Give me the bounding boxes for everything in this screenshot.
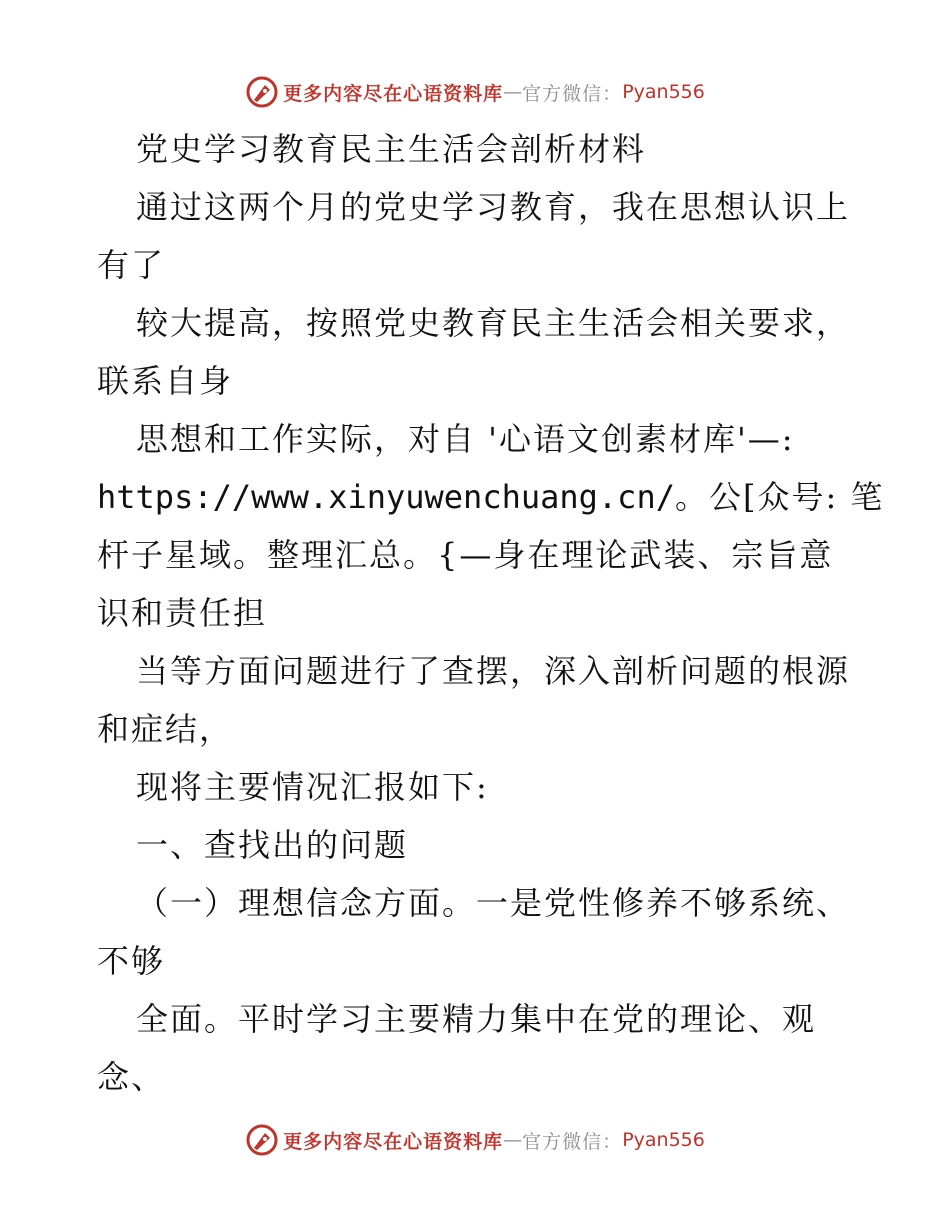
banner-dash: — [503,81,523,103]
document-title: 党史学习教育民主生活会剖析材料 [136,130,647,168]
document-body [97,120,885,1106]
pen-nib-seal-icon [245,1123,279,1157]
pen-nib-seal-icon [245,75,279,109]
paragraph-line: 和症结， [97,710,234,748]
section-heading: 一、查找出的问题 [136,826,409,864]
banner-wechat-id: Pyan556 [622,1129,705,1151]
subsection-line: （一）理想信念方面。一是党性修养不够系统、 [136,884,851,922]
paragraph-line: 较大提高，按照党史教育民主生活会相关要求， [136,304,851,342]
paragraph-line-url [97,468,885,526]
footer-banner [0,1120,950,1160]
paragraph-line: 识和责任担 [97,594,268,632]
paragraph-line: 有了 [97,246,166,284]
header-banner [0,72,950,112]
url-text: https://www.xinyuwenchuang.cn/ [97,478,675,516]
paragraph-line: 通过这两个月的党史学习教育，我在思想认识上 [136,188,851,226]
paragraph-line: 念、 [97,1058,166,1096]
paragraph-line: 杆子星域。整理汇总。{—身在理论武装、宗旨意 [97,536,834,574]
banner-dash: — [503,1129,523,1151]
paragraph-line: 联系自身 [97,362,234,400]
paragraph-line: 思想和工作实际，对自 '心语文创素材库'—: [136,420,795,458]
paragraph-line: 不够 [97,942,166,980]
banner-site-text: 更多内容尽在心语资料库 [283,82,504,105]
paragraph-line: 当等方面问题进行了查摆，深入剖析问题的根源 [136,652,851,690]
banner-site-text: 更多内容尽在心语资料库 [283,1130,504,1153]
paragraph-line: 现将主要情况汇报如下: [136,768,489,806]
paragraph-line: 全面。平时学习主要精力集中在党的理论、观 [136,1000,817,1038]
banner-wechat-id: Pyan556 [622,81,705,103]
url-suffix-text: 。公[众号: 笔 [674,478,885,516]
banner-wechat-label: 官方微信： [522,82,623,105]
banner-wechat-label: 官方微信： [522,1130,623,1153]
